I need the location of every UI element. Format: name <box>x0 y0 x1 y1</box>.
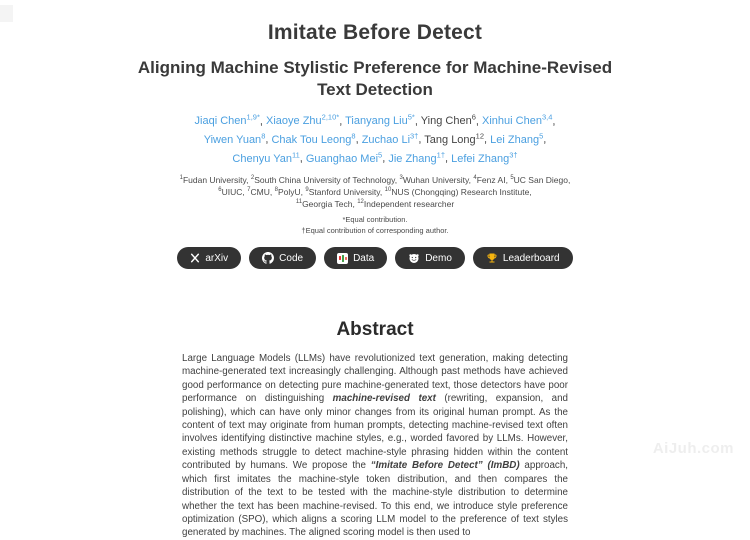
author-name: Zuchao Li <box>361 133 411 146</box>
project-page <box>65 0 685 540</box>
author-name: Jiaqi Chen <box>194 115 247 128</box>
affiliation: $^5$UC San Diego, <box>510 174 571 185</box>
author-separator: , <box>265 133 269 146</box>
author-line <box>65 130 685 149</box>
watermark: AiJuh.com <box>652 440 734 457</box>
dataset-chart-icon <box>337 253 348 264</box>
footnote-corresponding-author: †Equal contribution of corresponding author. <box>301 225 449 235</box>
author-name: Xinhui Chen <box>482 115 542 128</box>
author-link[interactable] <box>266 112 340 128</box>
author-name: Chak Tou Leong <box>271 133 352 146</box>
author-link[interactable] <box>361 131 422 146</box>
author-affil-sup: 1,9* <box>246 112 260 122</box>
author-separator: , <box>484 133 488 146</box>
author-name: Jie Zhang <box>388 152 437 165</box>
author-link[interactable] <box>271 131 356 146</box>
affiliation: $^8$PolyU, <box>274 186 304 197</box>
author-affil-sup: 11 <box>291 149 300 159</box>
author-separator: , <box>552 115 556 128</box>
author-separator: , <box>355 133 359 146</box>
github-icon <box>262 252 274 264</box>
affiliation: $^9$Stanford University, <box>305 186 383 197</box>
author-link[interactable] <box>203 131 269 146</box>
affiliation: $^1$Fudan University, <box>179 174 249 185</box>
author-affil-sup: 8 <box>351 131 356 141</box>
author-name: Tang Long$^{12}$ <box>424 131 485 146</box>
abstract-text <box>182 352 568 540</box>
author-separator: , <box>259 115 263 128</box>
author-link[interactable] <box>194 112 260 128</box>
affiliation: $^6$UIUC, <box>218 186 245 197</box>
author-affil-sup: 2,10* <box>321 112 340 122</box>
abstract-emphasis-machine-revised-text: machine-revised text <box>332 393 436 405</box>
affiliation: $^2$South China University of Technology, <box>250 174 398 185</box>
author-name: Ying Chen$^6$ <box>420 112 476 128</box>
affiliation-list <box>65 174 685 211</box>
author-name: Chenyu Yan <box>232 152 292 165</box>
abstract-segment: Large Language Models (LLMs) have revolutionized text generation, making detecting machine-generated text increasingly challenging. Although past methods have achieved good performance on detecting pure machine-generated text, those detectors have poor performance on distinguishing <box>182 353 568 405</box>
author-separator: , <box>382 152 386 165</box>
author-name: Xiaoye Zhu <box>266 115 322 128</box>
arxiv-button[interactable] <box>177 247 241 269</box>
demo-button[interactable] <box>395 247 465 269</box>
affiliation: $^7$CMU, <box>247 186 273 197</box>
trophy-icon <box>486 252 498 264</box>
author-link[interactable] <box>482 112 553 128</box>
button-label: Code <box>279 252 304 264</box>
affiliation-line <box>65 174 685 186</box>
author-separator: , <box>543 133 547 146</box>
author-link[interactable] <box>345 112 415 128</box>
author-separator: , <box>445 152 449 165</box>
button-label: Demo <box>425 252 452 264</box>
author-affil-sup: 12 <box>475 131 485 141</box>
page-corner-artifact <box>0 5 13 22</box>
button-label: Data <box>353 252 375 264</box>
author-name: Lefei Zhang <box>451 152 510 165</box>
abstract-heading: Abstract <box>336 319 414 341</box>
arxiv-icon <box>190 253 200 263</box>
author-separator: , <box>339 115 343 128</box>
author-affil-sup: 6 <box>471 112 476 122</box>
code-button[interactable] <box>249 247 316 269</box>
button-label: Leaderboard <box>502 252 560 264</box>
author-affil-sup: 5 <box>378 149 383 159</box>
author-separator: , <box>418 133 422 146</box>
affiliation-line <box>65 186 685 198</box>
affiliation-line <box>65 198 685 210</box>
abstract-segment: (rewriting, expansion, and polishing), which can have only minor changes from its original human prompt. As the content of text may originate from human prompts, detecting machine-revised text often involves identifying distinctive machine styles, e.g., worded favored by LLMs. However, existing methods struggle to detect machine-style phrasing hidden within the content contributed by humans. We propose the <box>182 393 569 472</box>
page-title: Imitate Before Detect <box>267 21 483 44</box>
author-affil-sup: 3† <box>410 131 419 141</box>
author-separator: , <box>299 152 303 165</box>
author-list <box>65 112 685 168</box>
hugging-face-icon <box>408 252 420 264</box>
author-name: Guanghao Mei <box>305 152 379 165</box>
author-line <box>65 112 685 131</box>
data-button[interactable] <box>324 247 387 269</box>
affiliation: $^{11}$Georgia Tech, <box>295 199 355 210</box>
author-affil-sup: 5* <box>407 112 415 122</box>
author-affil-sup: 1† <box>436 149 445 159</box>
author-line <box>65 149 685 168</box>
author-affil-sup: 8 <box>261 131 266 141</box>
author-name: Tianyang Liu <box>345 115 408 128</box>
button-label: arXiv <box>205 252 229 264</box>
affiliation: $^{12}$Independent researcher <box>357 199 455 210</box>
affiliation: $^3$Wuhan University, <box>399 174 472 185</box>
author-link[interactable] <box>388 149 445 165</box>
affiliation: $^{10}$NUS (Chongqing) Research Institute, <box>384 186 532 197</box>
author-affil-sup: 3,4 <box>541 112 553 122</box>
author-affil-sup: 3† <box>509 149 518 159</box>
author-link[interactable] <box>305 149 383 165</box>
author-link[interactable] <box>232 149 300 165</box>
page-subtitle: Aligning Machine Stylistic Preference for Machine-Revised Text Detection <box>137 58 613 99</box>
author-separator: , <box>475 115 479 128</box>
author-affil-sup: 5 <box>539 131 544 141</box>
author-link[interactable] <box>451 149 518 165</box>
author-name: Yiwen Yuan <box>203 133 262 146</box>
abstract-segment: approach, which first imitates the machine-style token distribution, and then compares the distribution of the text to be tested with the machine-style distribution to determine whether the text has been machine-revised. To this end, we introduce style preference optimization (SPO), which aligns a scoring LLM model to the preference of text styles generated by machines. The aligned scoring model is then used to <box>182 460 569 539</box>
footnote-equal-contribution: *Equal contribution. <box>342 214 408 224</box>
author-name: Lei Zhang <box>490 133 540 146</box>
leaderboard-button[interactable] <box>473 247 573 269</box>
resource-button-row <box>65 247 685 269</box>
footnotes <box>65 214 685 237</box>
affiliation: $^4$Fenz AI, <box>473 174 508 185</box>
abstract-emphasis-imbd: “Imitate Before Detect” (ImBD) <box>370 460 520 472</box>
author-link[interactable] <box>490 131 544 146</box>
author-separator: , <box>414 115 418 128</box>
